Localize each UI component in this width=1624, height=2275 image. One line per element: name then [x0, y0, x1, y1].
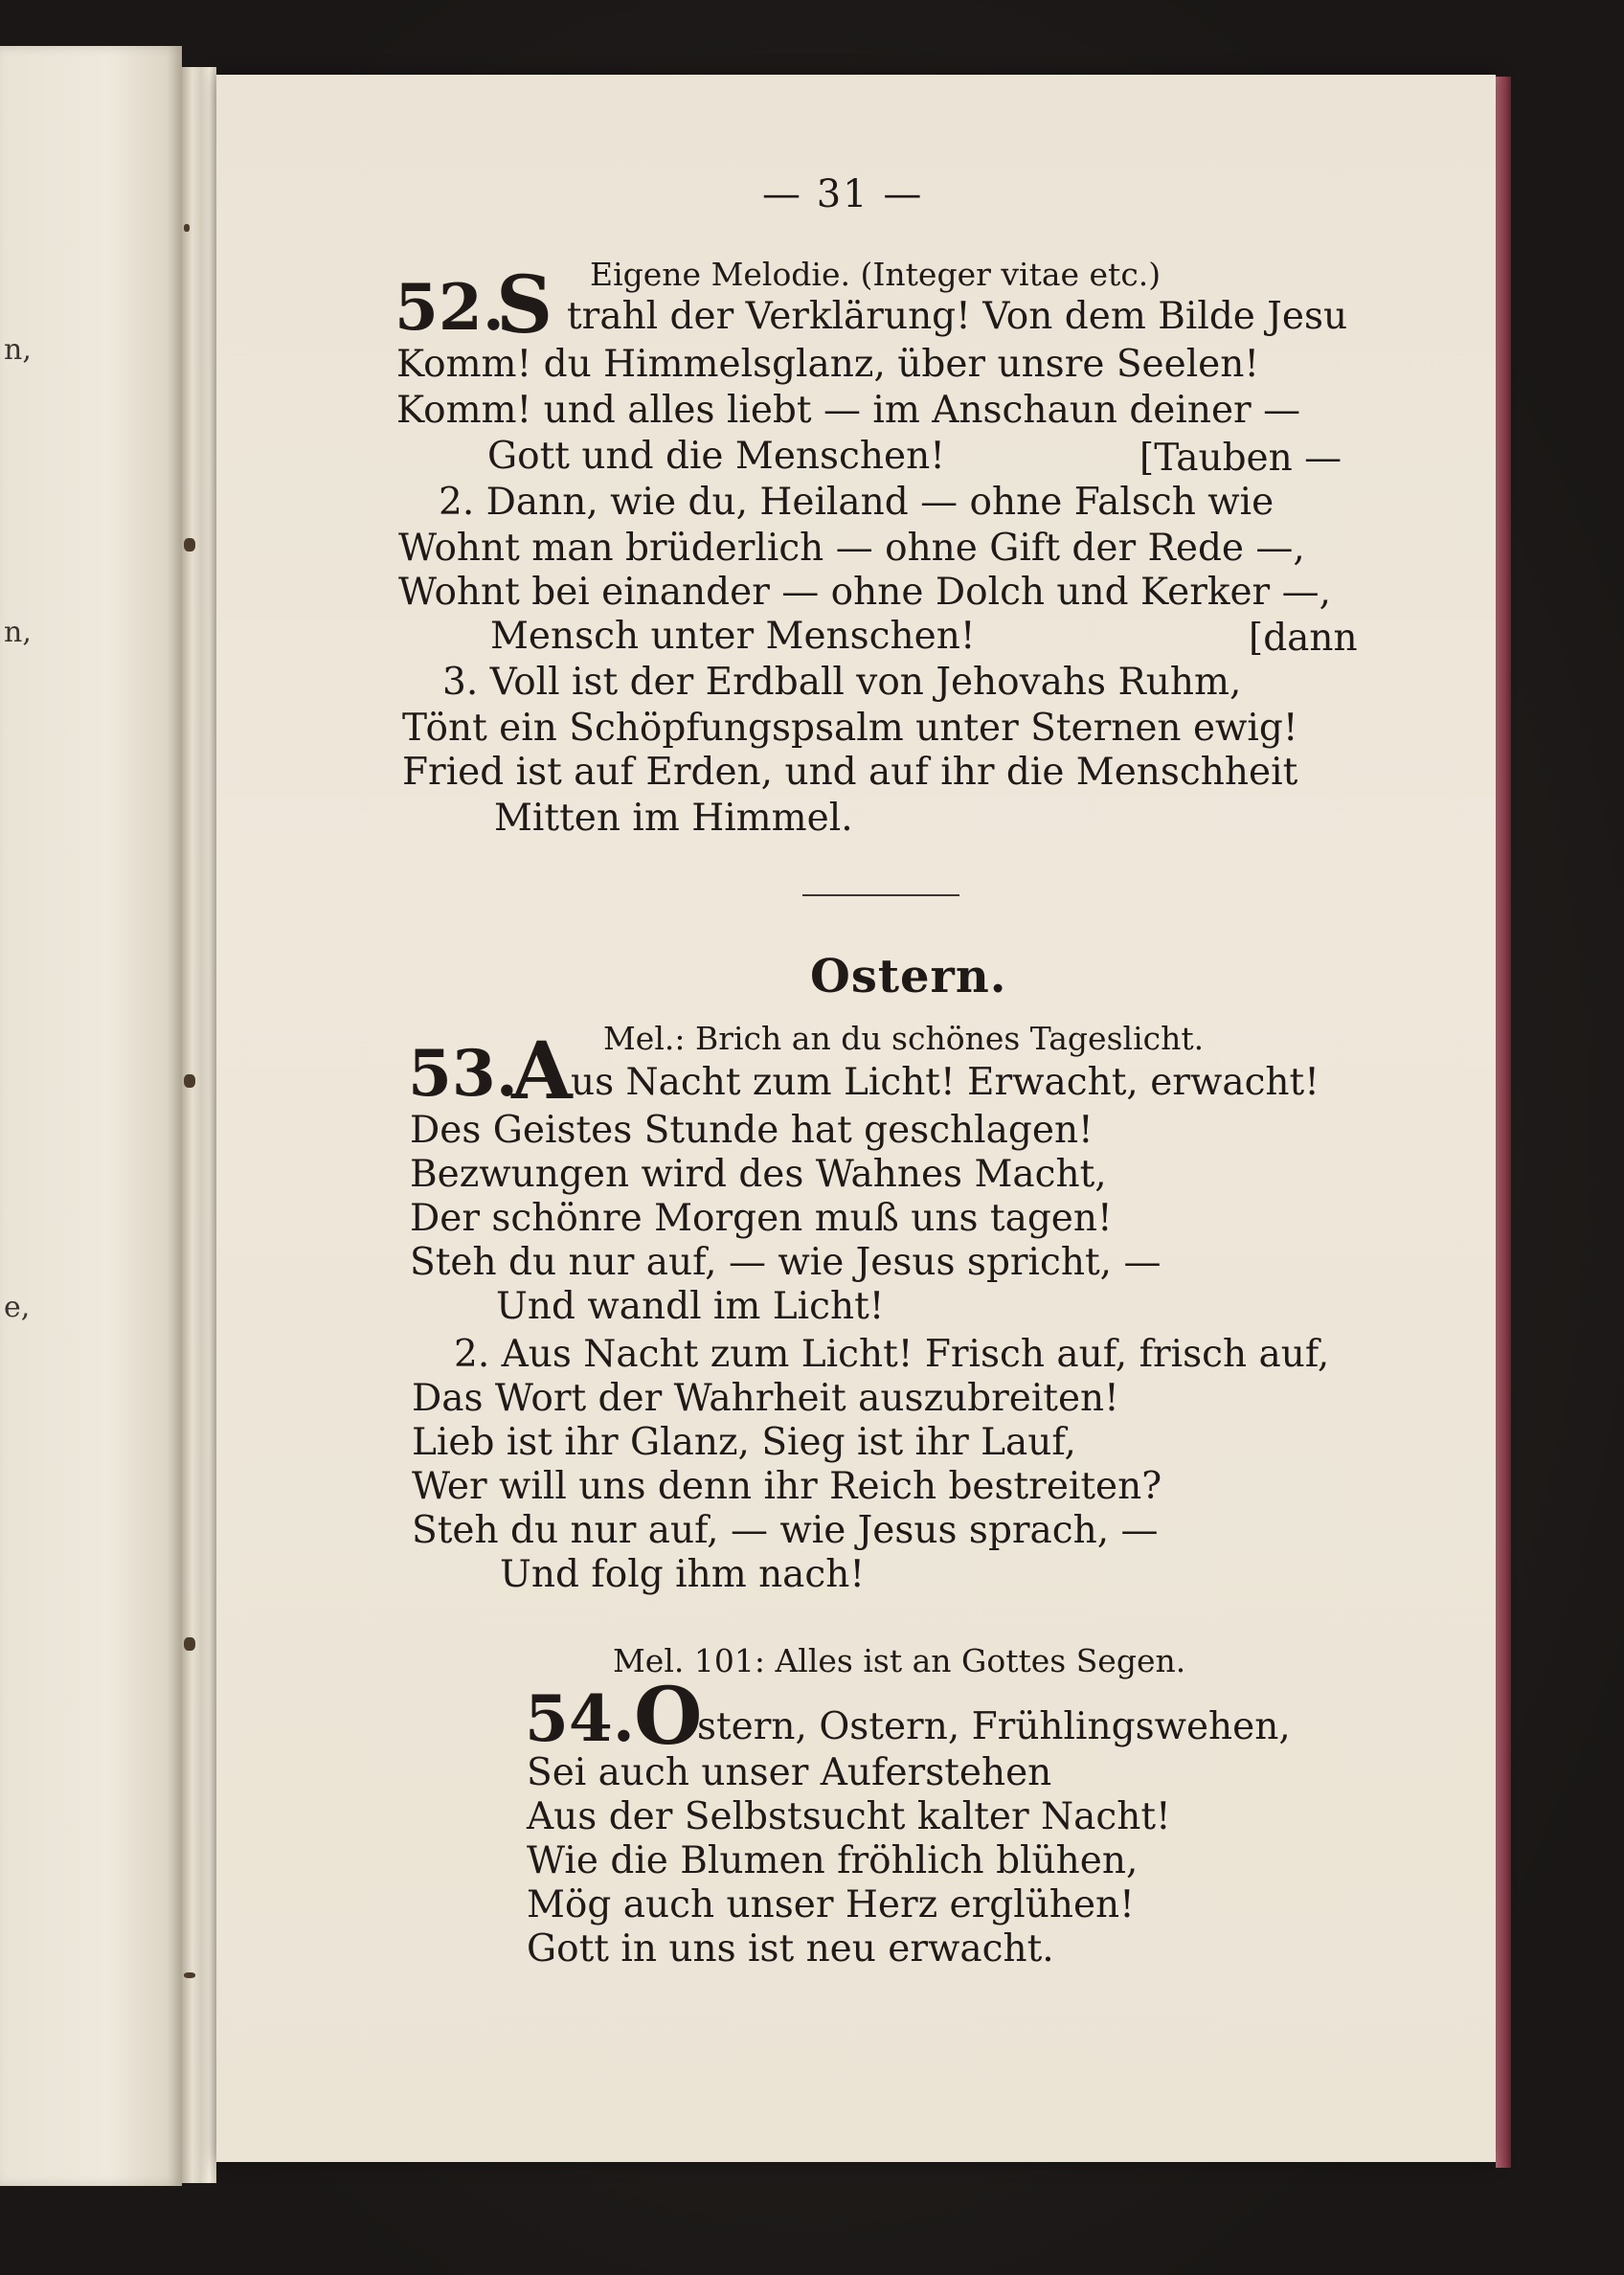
hymn-54-line: Aus der Selbstsucht kalter Nacht! [527, 1795, 1171, 1838]
section-divider [802, 894, 959, 896]
hymn-53-first-line: us Nacht zum Licht! Erwacht, erwacht! [571, 1061, 1320, 1104]
hymn-52-line: Komm! du Himmelsglanz, über unsre Seelen! [396, 343, 1260, 386]
hymn-53-line: Und wandl im Licht! [496, 1285, 885, 1328]
hymn-52-line: Wohnt man brüderlich — ohne Gift der Rede —, [398, 527, 1305, 570]
book-gutter [182, 67, 216, 2183]
left-margin-fragment: e, [4, 1291, 31, 1324]
hymn-52-line: Gott und die Menschen! [487, 435, 945, 478]
hymn-53-line: Das Wort der Wahrheit auszubreiten! [412, 1377, 1119, 1420]
hymn-54-first-line: stern, Ostern, Frühlingswehen, [697, 1705, 1291, 1748]
hymn-54-line: Wie die Blumen fröhlich blühen, [527, 1839, 1139, 1882]
page-number: — 31 — [762, 172, 924, 216]
hymn-53-line: Der schönre Morgen muß uns tagen! [410, 1197, 1113, 1240]
hymn-52-line: Mitten im Himmel. [494, 797, 853, 840]
hymn-52-first-line: trahl der Verklärung! Von dem Bilde Jesu [567, 295, 1348, 338]
page-edge-red [1496, 77, 1511, 2168]
hymn-53-line: Bezwungen wird des Wahnes Macht, [410, 1153, 1107, 1196]
hymn-52-initial: S [496, 259, 553, 351]
hymn-53-melody: Mel.: Brich an du schönes Tageslicht. [603, 1020, 1205, 1057]
hymn-52-melody: Eigene Melodie. (Integer vitae etc.) [590, 256, 1162, 293]
hymn-52-line: Fried ist auf Erden, und auf ihr die Menschheit [402, 751, 1298, 794]
binding-mark [184, 1637, 195, 1651]
left-page [0, 46, 182, 2186]
hymn-52-line: Wohnt bei einander — ohne Dolch und Kerker —, [398, 571, 1331, 614]
section-heading: Ostern. [810, 950, 1007, 1003]
hymn-54-initial: O [634, 1671, 703, 1763]
hymn-52-line: 3. Voll ist der Erdball von Jehovahs Ruhm, [442, 661, 1242, 704]
hymn-53-line: Des Geistes Stunde hat geschlagen! [410, 1109, 1094, 1152]
hymn-52-number: 52. [395, 270, 505, 345]
hymn-54-line: Gott in uns ist neu erwacht. [527, 1927, 1054, 1971]
hymn-54-line: Mög auch unser Herz erglühen! [527, 1883, 1135, 1926]
hymn-52-line: Komm! und alles liebt — im Anschaun deiner — [396, 389, 1301, 432]
left-margin-fragment: n, [4, 333, 32, 367]
hymn-53-line: Und folg ihm nach! [500, 1553, 866, 1596]
hymn-52-overflow: [dann [1249, 617, 1358, 660]
hymn-54-melody: Mel. 101: Alles ist an Gottes Segen. [613, 1642, 1186, 1679]
hymn-52-line: 2. Dann, wie du, Heiland — ohne Falsch wie [439, 481, 1274, 524]
hymn-52-overflow: [Tauben — [1139, 437, 1342, 480]
hymn-53-line: Steh du nur auf, — wie Jesus sprach, — [412, 1509, 1159, 1552]
hymn-52-line: Tönt ein Schöpfungspsalm unter Sternen ewig! [402, 707, 1298, 750]
hymn-53-line: Steh du nur auf, — wie Jesus spricht, — [410, 1241, 1162, 1284]
right-page [216, 75, 1496, 2162]
hymn-54-line: Sei auch unser Auferstehen [527, 1751, 1052, 1794]
hymn-54-number: 54. [525, 1681, 635, 1756]
hymn-53-line: Wer will uns denn ihr Reich bestreiten? [412, 1465, 1162, 1508]
binding-mark [184, 224, 190, 232]
binding-mark [184, 1972, 195, 1978]
binding-mark [184, 1074, 195, 1088]
hymn-53-number: 53. [408, 1036, 518, 1111]
hymn-53-line: 2. Aus Nacht zum Licht! Frisch auf, frisch auf, [454, 1333, 1330, 1376]
left-margin-fragment: n, [4, 616, 32, 649]
hymn-53-line: Lieb ist ihr Glanz, Sieg ist ihr Lauf, [412, 1421, 1076, 1464]
binding-mark [184, 538, 195, 552]
hymn-52-line: Mensch unter Menschen! [490, 615, 976, 658]
hymn-53-initial: A [511, 1025, 573, 1117]
